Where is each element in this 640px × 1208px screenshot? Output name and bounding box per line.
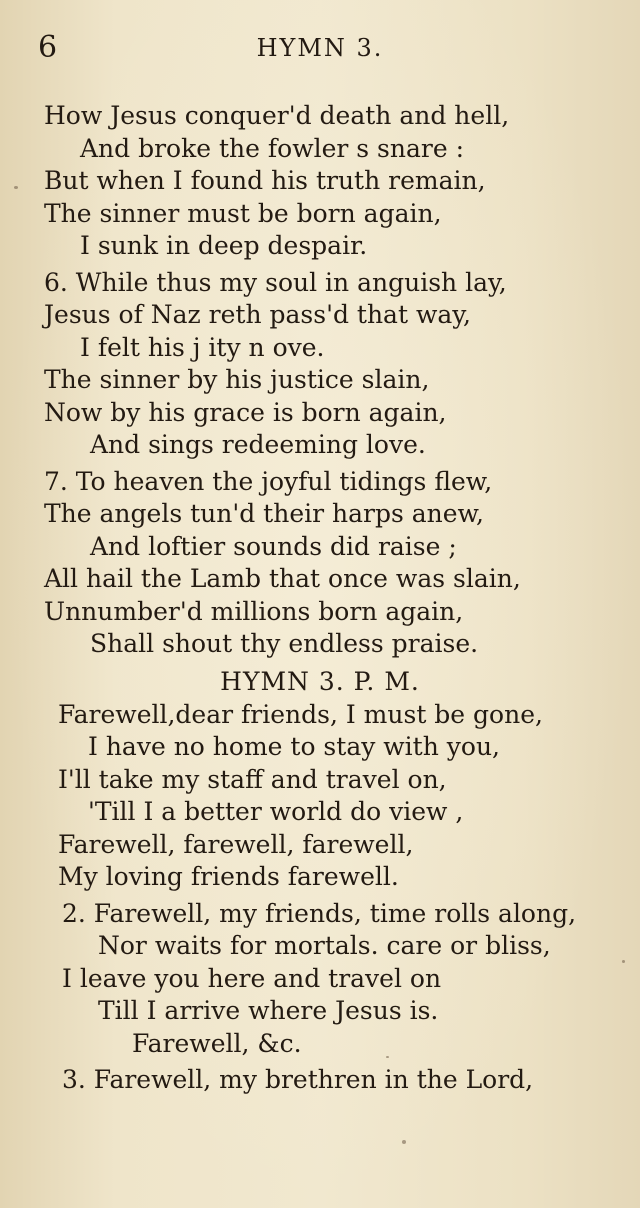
- paper-speck: [402, 1140, 406, 1144]
- page-header: [0, 28, 640, 68]
- page-body: [0, 100, 640, 1097]
- stanza-continuation: [0, 100, 640, 263]
- hymn-title: HYMN 3. P. M.: [220, 666, 420, 696]
- verse-line: Nor waits for mortals. care or bliss,: [98, 931, 551, 960]
- verse-line: And sings redeeming love.: [90, 430, 426, 459]
- verse-line: Jesus of Naz reth pass'd that way,: [44, 300, 472, 329]
- paper-speck: [386, 1056, 389, 1058]
- verse-line: All hail the Lamb that once was slain,: [44, 564, 521, 593]
- verse-line: I'll take my staff and travel on,: [58, 764, 447, 794]
- verse-line: I leave you here and travel on: [62, 963, 442, 993]
- verse-line: 'Till I a better world do view ,: [88, 797, 464, 826]
- stanza-6: [0, 267, 640, 462]
- hymn3-stanza-3: [0, 1064, 640, 1097]
- verse-line: And loftier sounds did raise ;: [90, 531, 457, 561]
- verse-line: 7. To heaven the joyful tidings flew,: [44, 466, 493, 496]
- verse-line: And broke the fowler s snare :: [80, 133, 465, 163]
- verse-line: Farewell, farewell, farewell,: [58, 829, 414, 859]
- hymn3-stanza-1: [0, 699, 640, 894]
- verse-line: I have no home to stay with you,: [88, 732, 500, 761]
- verse-line: Farewell, &c.: [132, 1028, 302, 1058]
- verse-line: Now by his grace is born again,: [44, 397, 447, 427]
- verse-line: The sinner must be born again,: [44, 198, 442, 228]
- verse-line: How Jesus conquer'd death and hell,: [44, 101, 510, 130]
- verse-line: 3. Farewell, my brethren in the Lord,: [62, 1065, 534, 1094]
- verse-line: I felt his j ity n ove.: [80, 332, 325, 362]
- paper-speck: [14, 186, 18, 189]
- paper-speck: [622, 960, 625, 963]
- verse-line: 2. Farewell, my friends, time rolls along,: [62, 898, 577, 928]
- page-number: 6: [38, 30, 58, 65]
- hymn3-stanza-2: [0, 898, 640, 1061]
- verse-line: My loving friends farewell.: [58, 862, 399, 891]
- verse-line: But when I found his truth remain,: [44, 166, 486, 195]
- running-head: HYMN 3.: [256, 34, 384, 62]
- verse-line: 6. While thus my soul in anguish lay,: [44, 267, 507, 297]
- verse-line: The sinner by his justice slain,: [44, 365, 430, 394]
- verse-line: Unnumber'd millions born again,: [44, 596, 464, 626]
- verse-line: Shall shout thy endless praise.: [90, 629, 479, 658]
- verse-line: Farewell,dear friends, I must be gone,: [58, 699, 543, 729]
- stanza-7: [0, 466, 640, 661]
- verse-line: Till I arrive where Jesus is.: [98, 996, 439, 1025]
- verse-line: I sunk in deep despair.: [80, 231, 368, 260]
- verse-line: The angels tun'd their harps anew,: [44, 499, 484, 528]
